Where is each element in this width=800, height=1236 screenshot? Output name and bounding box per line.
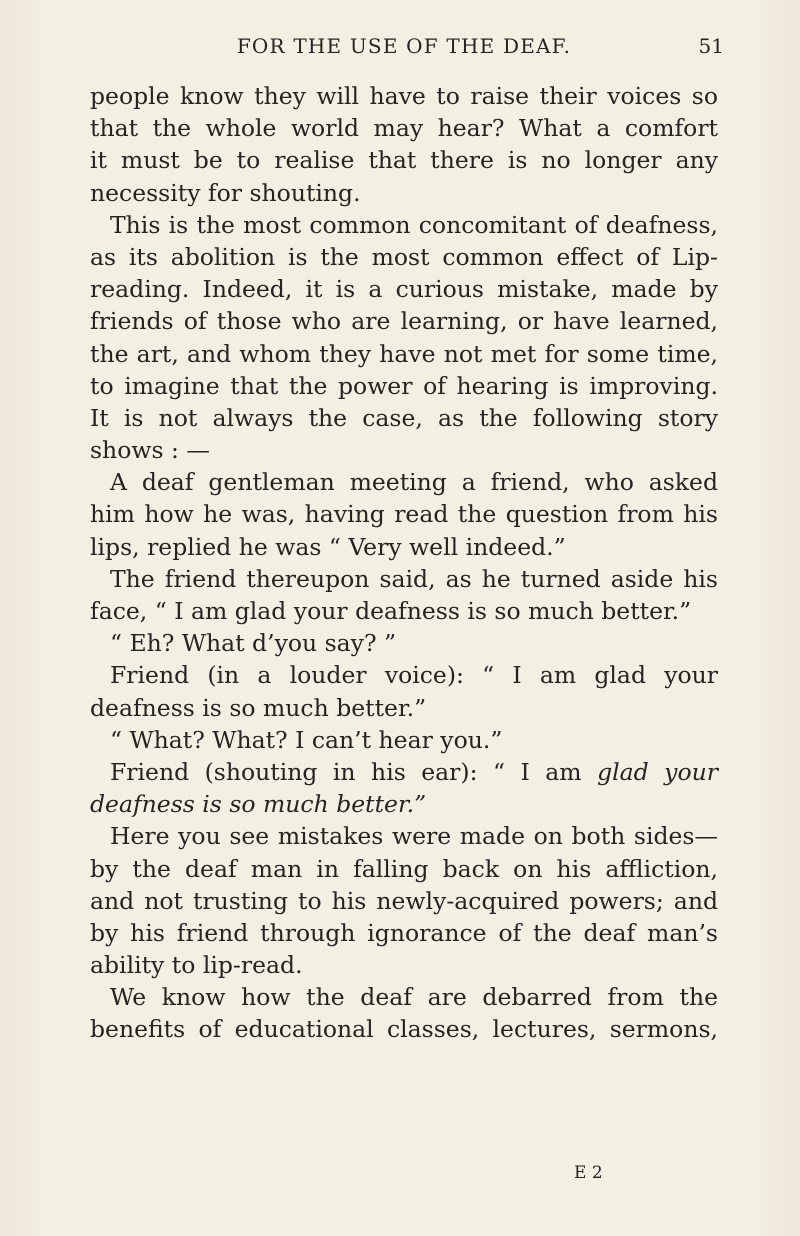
text-line: We know how the deaf are debarred from the bbox=[110, 983, 718, 1012]
text-line: necessity for shouting. bbox=[90, 178, 361, 207]
text-line: face, “ I am glad your deafness is so much better.” bbox=[90, 597, 692, 625]
page-number: 51 bbox=[698, 34, 724, 58]
text-line: to imagine that the power of hearing is improving. bbox=[90, 371, 718, 400]
text-line-roman: Friend (shouting in his ear): “ I am bbox=[110, 757, 582, 786]
text-line: the art, and whom they have not met for some time, bbox=[90, 339, 718, 368]
text-line bbox=[90, 756, 718, 788]
text-line: people know they will have to raise their voices so bbox=[90, 82, 718, 110]
text-line: by the deaf man in falling back on his affliction, bbox=[90, 854, 718, 883]
text-line: A deaf gentleman meeting a friend, who asked bbox=[110, 468, 718, 497]
signature-mark-text: E 2 bbox=[574, 1163, 603, 1183]
text-line: reading. Indeed, it is a curious mistake, made by bbox=[90, 275, 718, 304]
text-line: as its abolition is the most common effect of Lip- bbox=[90, 242, 718, 271]
text-line: Friend (in a louder voice): “ I am glad your bbox=[110, 661, 718, 690]
text-line: him how he was, having read the question from his bbox=[90, 500, 718, 529]
body-text bbox=[90, 80, 718, 1046]
text-line: shows : — bbox=[90, 436, 210, 465]
text-line: “ What? What? I can’t hear you.” bbox=[110, 725, 503, 754]
text-line: and not trusting to his newly-acquired powers; and bbox=[90, 886, 718, 915]
text-line: ability to lip-read. bbox=[90, 951, 303, 980]
running-title: FOR THE USE OF THE DEAF. bbox=[236, 34, 572, 58]
running-header bbox=[88, 34, 724, 66]
text-line: It is not always the case, as the following story bbox=[90, 403, 718, 432]
text-line: benefits of educational classes, lectures, sermons, bbox=[90, 1015, 718, 1044]
text-line-italic: deafness is so much better.” bbox=[90, 790, 427, 819]
text-line: Here you see mistakes were made on both sides— bbox=[110, 822, 718, 851]
text-line: that the whole world may hear? What a comfort bbox=[90, 114, 718, 143]
text-line-italic: glad your bbox=[597, 757, 718, 786]
text-line: by his friend through ignorance of the deaf man’s bbox=[90, 918, 718, 947]
text-line: The friend thereupon said, as he turned aside his bbox=[110, 564, 718, 593]
text-line: “ Eh? What d’you say? ” bbox=[110, 629, 397, 658]
text-line bbox=[90, 788, 718, 820]
text-line: lips, replied he was “ Very well indeed.” bbox=[90, 532, 566, 561]
text-line: friends of those who are learning, or have learned, bbox=[90, 307, 718, 336]
text-line: it must be to realise that there is no longer any bbox=[90, 146, 718, 175]
text-line: This is the most common concomitant of deafness, bbox=[110, 210, 718, 239]
text-line: deafness is so much better.” bbox=[90, 693, 427, 722]
